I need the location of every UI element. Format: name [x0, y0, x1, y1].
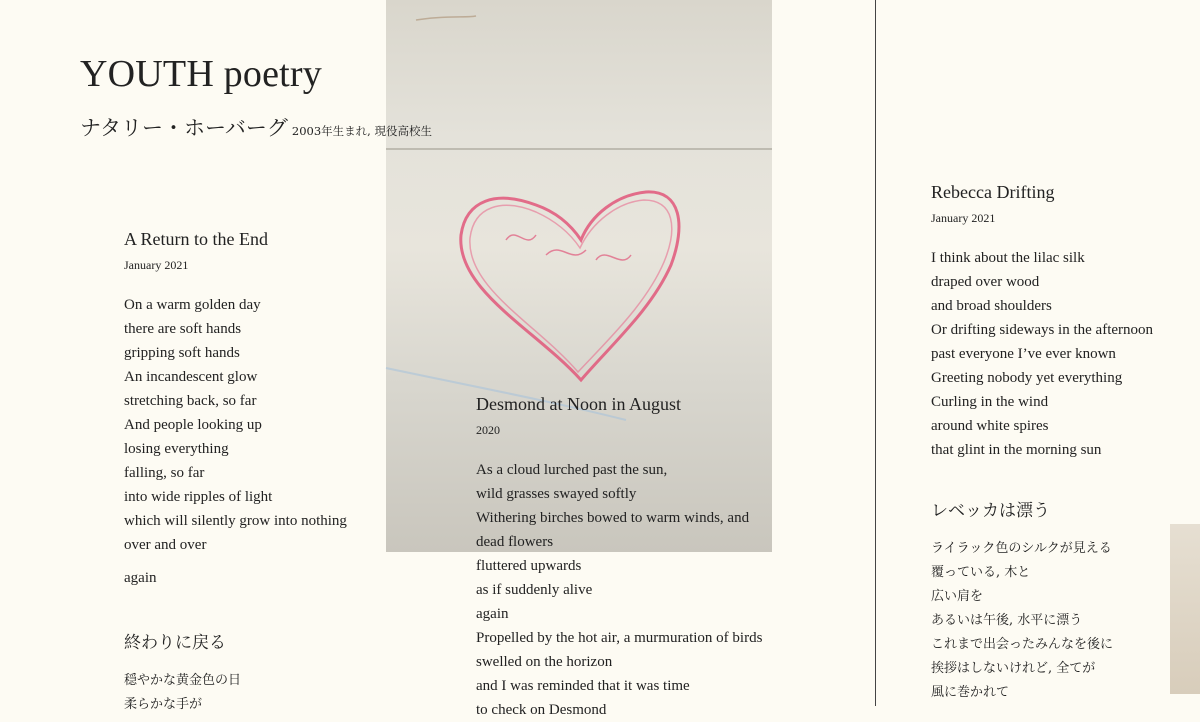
- poem-line: I think about the lilac silk: [931, 250, 1085, 266]
- poem-jp-line: 風に巻かれて: [931, 685, 1010, 700]
- poem-line: to check on Desmond: [476, 702, 607, 718]
- poem-line: Or drifting sideways in the afternoon: [931, 322, 1154, 338]
- poem-title: Desmond at Noon in August: [476, 394, 681, 414]
- poem-line: around white spires: [931, 418, 1049, 434]
- poem-lines: [476, 458, 762, 722]
- poem-jp-lines: [124, 669, 241, 717]
- poem-line: there are soft hands: [124, 321, 242, 337]
- poem-a-return-to-the-end: [124, 229, 347, 557]
- poem-line: and broad shoulders: [931, 298, 1052, 314]
- poem-line: which will silently grow into nothing: [124, 513, 347, 529]
- poem-line: Propelled by the hot air, a murmuration of birds: [476, 630, 763, 646]
- poem-date: January 2021: [931, 211, 996, 225]
- poem-line: Curling in the wind: [931, 394, 1049, 410]
- poem-jp-line: ライラック色のシルクが見える: [931, 541, 1112, 556]
- poem-jp-line: 広い肩を: [931, 589, 984, 604]
- poem-jp-title: 終わりに戻る: [124, 633, 226, 653]
- poem-jp-translation: [124, 628, 241, 717]
- poem-jp-line: 柔らかな手が: [124, 697, 203, 712]
- poem-line: as if suddenly alive: [476, 582, 593, 598]
- poem-line: past everyone I’ve ever known: [931, 346, 1116, 362]
- poem-jp-line: 穏やかな黄金色の日: [124, 673, 242, 688]
- poem-jp-title: レベッカは漂う: [931, 501, 1050, 521]
- poem-line: draped over wood: [931, 274, 1040, 290]
- poem-jp-line: 覆っている, 木と: [931, 565, 1031, 580]
- poem-jp-line: これまで出会ったみんなを後に: [931, 637, 1114, 652]
- poem-rebecca-drifting: [931, 182, 1153, 462]
- author-line: [80, 112, 432, 142]
- author-meta: 2003年生まれ, 現役高校生: [291, 124, 432, 138]
- poem-line: over and over: [124, 537, 207, 553]
- poem-jp-translation: [931, 496, 1113, 705]
- site-title: YOUTH poetry: [80, 53, 322, 95]
- poem-coda: again: [124, 570, 157, 586]
- poem-jp-lines: [931, 537, 1113, 705]
- poem-line: stretching back, so far: [124, 393, 257, 409]
- poem-desmond-at-noon: [476, 394, 762, 722]
- poem-title: A Return to the End: [124, 229, 268, 249]
- poem-line: Greeting nobody yet everything: [931, 370, 1123, 386]
- side-photo-strip: [1170, 524, 1200, 694]
- poem-line: fluttered upwards: [476, 558, 582, 574]
- poem-line: Withering birches bowed to warm winds, and: [476, 510, 750, 526]
- poem-lines: [124, 293, 347, 557]
- poem-line: and I was reminded that it was time: [476, 678, 690, 694]
- poem-line: gripping soft hands: [124, 345, 240, 361]
- poem-line: dead flowers: [476, 534, 554, 550]
- poem-line: wild grasses swayed softly: [476, 486, 637, 502]
- poem-title: Rebecca Drifting: [931, 182, 1055, 202]
- poem-line: swelled on the horizon: [476, 654, 613, 670]
- poem-line: that glint in the morning sun: [931, 442, 1102, 458]
- poem-jp-line: 挨拶はしないけれど, 全てが: [931, 661, 1096, 676]
- poem-line: again: [476, 606, 509, 622]
- poem-line: As a cloud lurched past the sun,: [476, 462, 668, 478]
- poem-lines: [931, 246, 1153, 462]
- poem-line: And people looking up: [124, 417, 262, 433]
- poem-line: into wide ripples of light: [124, 489, 273, 505]
- author-name: ナタリー・ホーバーグ: [80, 116, 288, 140]
- poem-line: On a warm golden day: [124, 297, 261, 313]
- poem-line: falling, so far: [124, 465, 205, 481]
- poem-date: 2020: [476, 423, 500, 437]
- poem-jp-line: あるいは午後, 水平に漂う: [931, 613, 1083, 628]
- column-divider: [875, 0, 876, 706]
- poem-date: January 2021: [124, 258, 189, 272]
- poem-line: An incandescent glow: [124, 369, 258, 385]
- poem-line: losing everything: [124, 441, 229, 457]
